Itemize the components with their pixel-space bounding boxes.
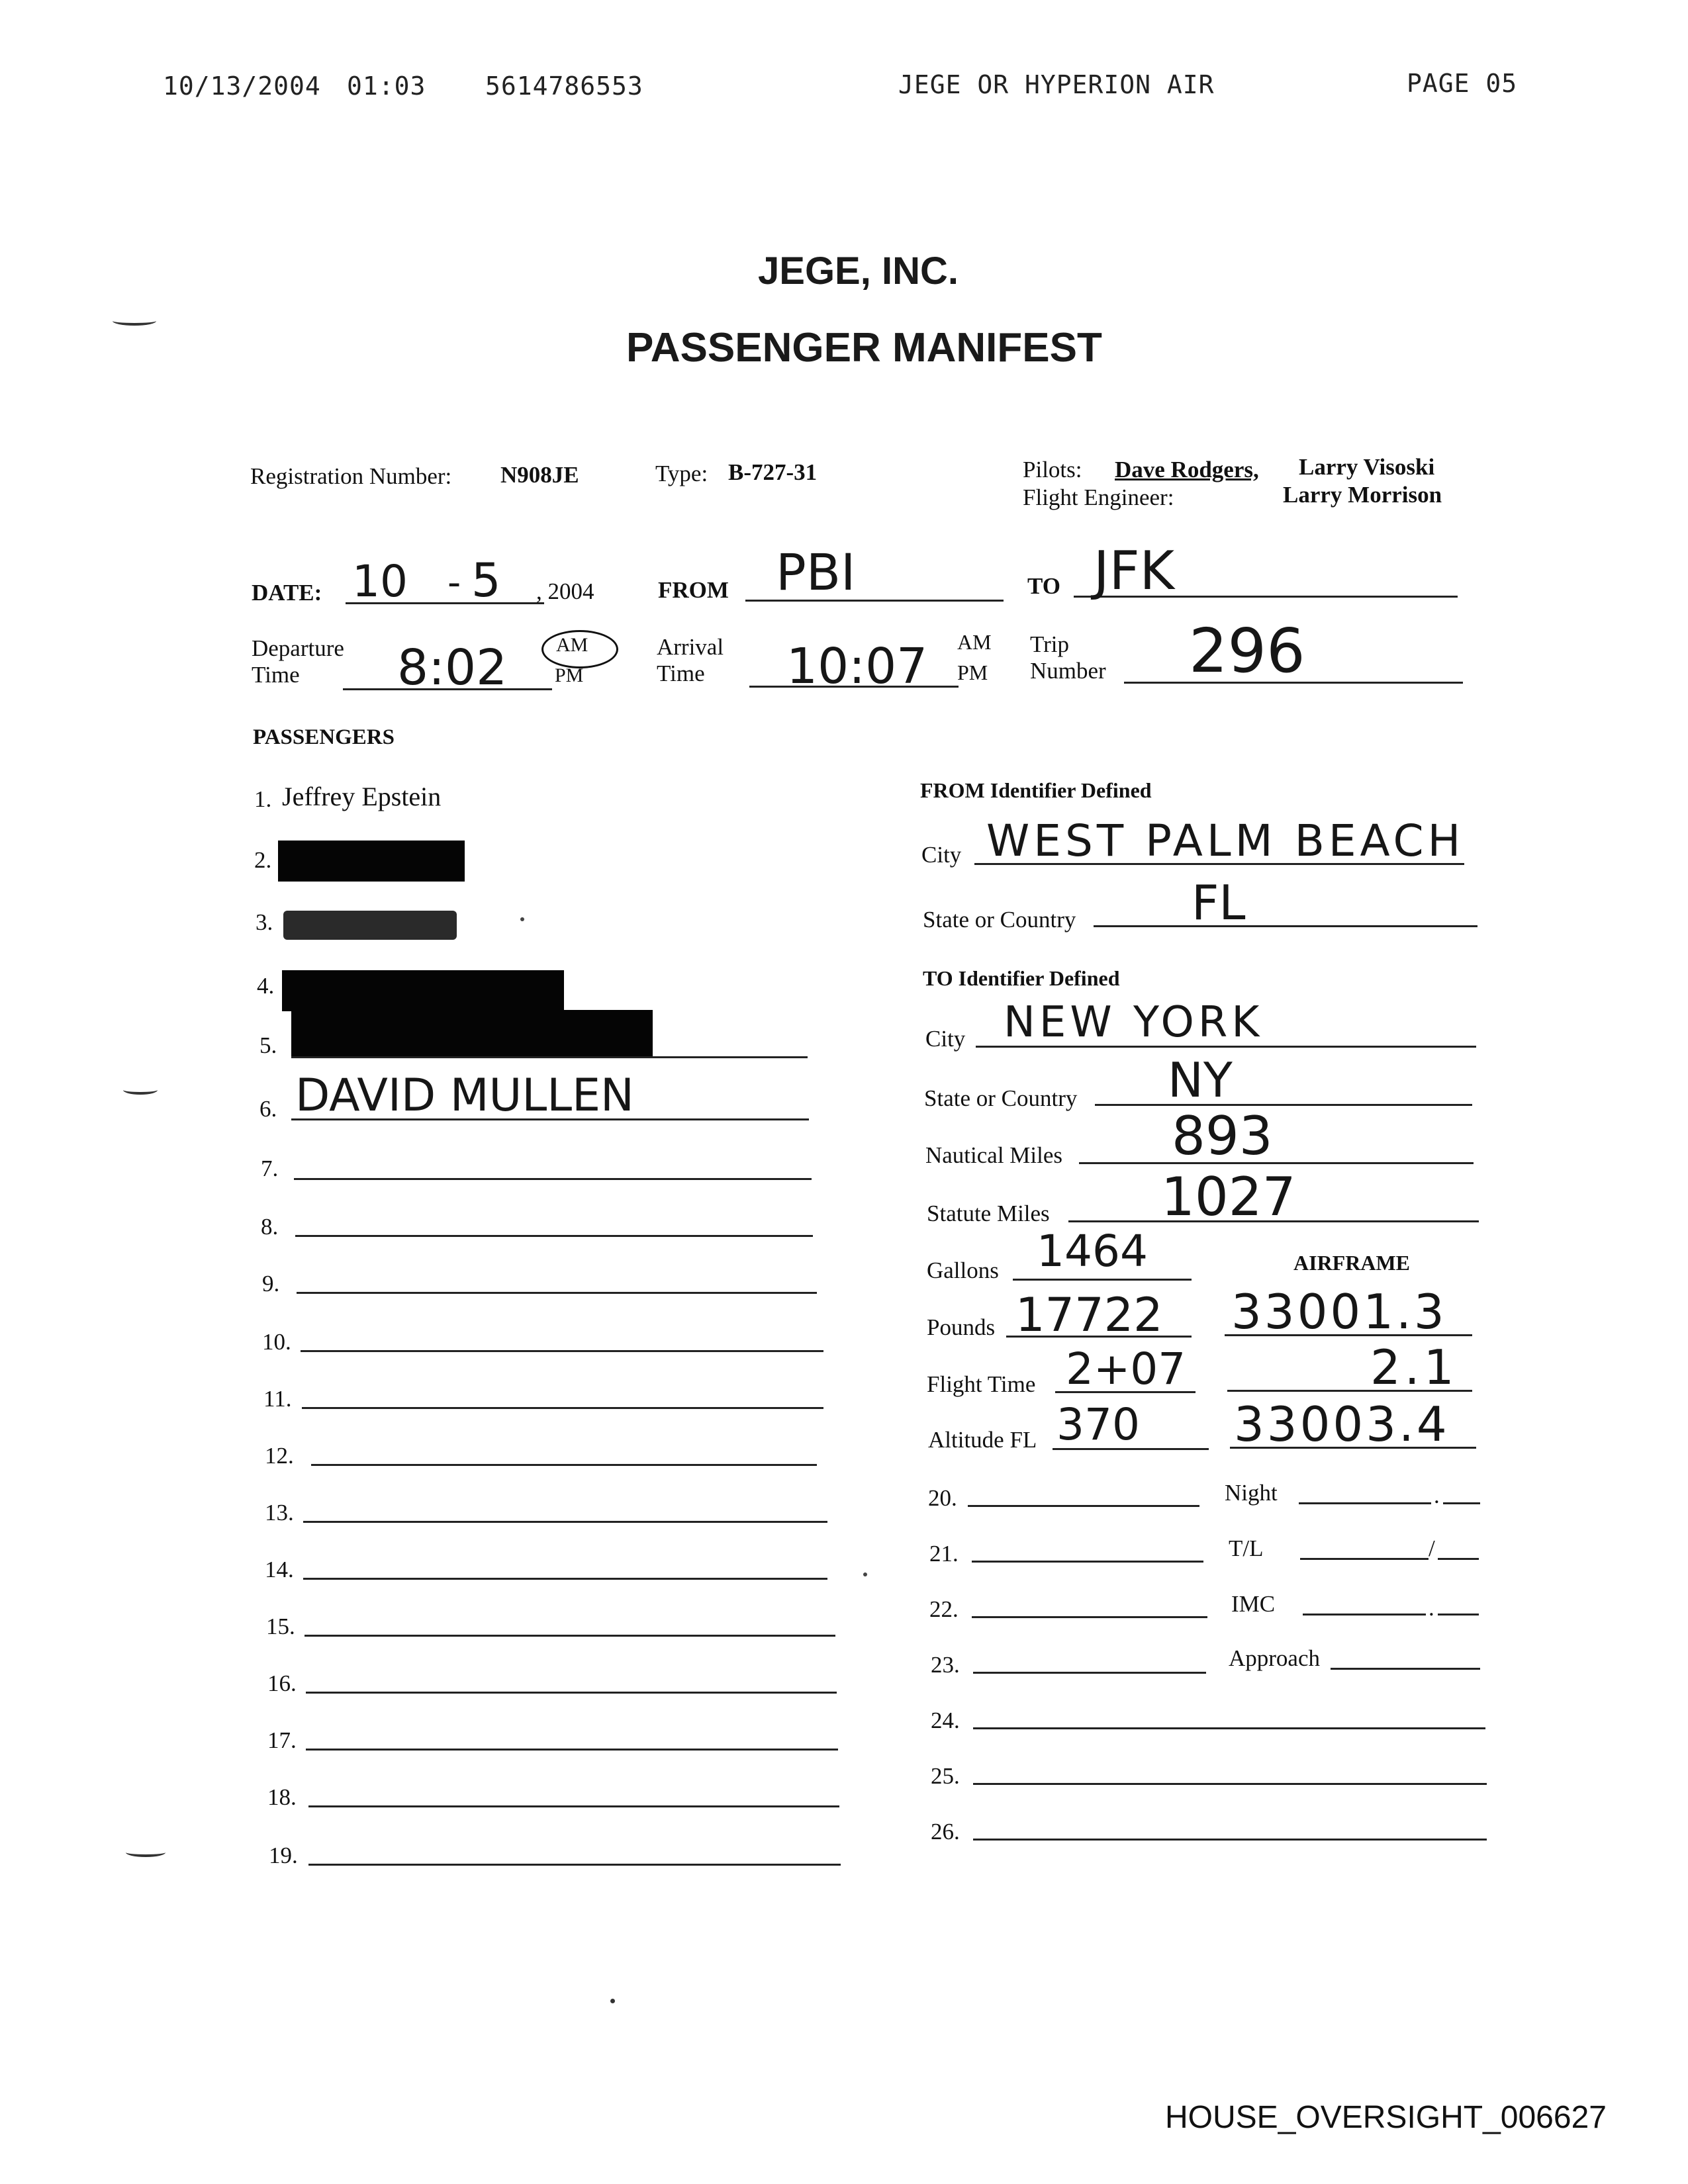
nautical-miles-line: [1079, 1162, 1474, 1164]
from-city-label: City: [921, 842, 962, 868]
pilot-2: Larry Visoski: [1299, 454, 1435, 480]
arrival-label-2: Time: [657, 660, 705, 686]
extra-row-num: 21.: [929, 1541, 959, 1567]
margin-mark: [126, 1848, 165, 1857]
passenger-num: 17.: [267, 1727, 297, 1753]
passenger-line: [303, 1521, 827, 1523]
passenger-line: [302, 1407, 823, 1409]
redaction-bar: [282, 970, 564, 1011]
airframe-3-value: 33003.4: [1234, 1396, 1450, 1452]
extra-row-line: [1438, 1614, 1479, 1615]
extra-row-label: T/L: [1229, 1535, 1264, 1561]
passenger-num: 10.: [262, 1329, 291, 1355]
passenger-line: [311, 1464, 817, 1466]
type-label: Type:: [655, 461, 708, 486]
passenger-num: 19.: [269, 1843, 298, 1868]
type-value: B-727-31: [728, 459, 818, 485]
extra-row-line: [1443, 1502, 1480, 1504]
nautical-miles-value: 893: [1172, 1105, 1273, 1167]
fax-page: PAGE 05: [1407, 69, 1518, 98]
passenger-num: 16.: [267, 1670, 297, 1696]
extra-row-line: [972, 1561, 1203, 1563]
registration-value: N908JE: [500, 462, 579, 488]
extra-row-num: 22.: [929, 1596, 959, 1622]
passenger-line: [291, 1056, 808, 1058]
extra-row-line: [968, 1505, 1199, 1507]
from-value: PBI: [776, 543, 856, 602]
extra-row-num: 25.: [931, 1763, 960, 1789]
extra-row-num: 24.: [931, 1707, 960, 1733]
passenger-num: 6.: [259, 1096, 277, 1122]
from-state-value: FL: [1192, 875, 1246, 931]
passenger-num: 4.: [257, 973, 275, 999]
extra-row-sep: /: [1429, 1535, 1435, 1561]
passenger-num: 1.: [254, 786, 272, 812]
scan-speck: [610, 1999, 615, 2003]
passenger-line: [294, 1178, 812, 1180]
departure-pm: PM: [555, 664, 584, 686]
scan-speck: [863, 1572, 867, 1576]
passenger-num: 13.: [265, 1500, 294, 1525]
document-title: PASSENGER MANIFEST: [626, 325, 1102, 371]
scan-speck: [520, 917, 524, 921]
trip-value: 296: [1189, 615, 1305, 686]
extra-row-line: [973, 1672, 1206, 1674]
statute-miles-label: Statute Miles: [927, 1201, 1050, 1226]
to-value: JFK: [1094, 540, 1175, 602]
altitude-label: Altitude FL: [928, 1427, 1037, 1453]
to-identifier-heading: TO Identifier Defined: [923, 966, 1120, 990]
to-city-label: City: [925, 1026, 966, 1052]
departure-label-2: Time: [252, 662, 300, 688]
passenger-line: [303, 1578, 827, 1580]
redaction-bar: [283, 911, 457, 940]
redaction-bar: [278, 841, 465, 882]
to-state-label: State or Country: [924, 1085, 1078, 1111]
gallons-line: [1013, 1279, 1192, 1281]
trip-label-2: Number: [1030, 658, 1106, 684]
airframe-label: AIRFRAME: [1293, 1251, 1410, 1275]
arrival-pm: PM: [957, 660, 988, 684]
registration-label: Registration Number:: [250, 463, 452, 489]
airframe-2-value: 2.1: [1370, 1340, 1458, 1395]
extra-row-num: 20.: [928, 1485, 957, 1511]
pounds-label: Pounds: [927, 1314, 996, 1340]
engineer-value: Larry Morrison: [1283, 482, 1442, 508]
extra-row-line: [973, 1839, 1487, 1841]
passenger-num: 8.: [261, 1214, 279, 1240]
passenger-line: [305, 1635, 835, 1637]
passenger-num: 11.: [263, 1386, 292, 1412]
passenger-line: [308, 1805, 839, 1807]
arrival-label-1: Arrival: [657, 634, 724, 660]
extra-row-line: [973, 1727, 1485, 1729]
passenger-num: 5.: [259, 1032, 277, 1058]
redaction-bar: [291, 1010, 653, 1058]
passenger-name: DAVID MULLEN: [295, 1069, 634, 1122]
date-label: DATE:: [252, 580, 322, 606]
passengers-heading: PASSENGERS: [253, 725, 395, 749]
date-year: , 2004: [536, 578, 594, 604]
passenger-line: [291, 1118, 809, 1120]
fax-phone: 5614786553: [485, 71, 643, 101]
margin-mark: [113, 316, 156, 326]
arrival-value: 10:07: [786, 638, 928, 695]
passenger-line: [297, 1292, 817, 1294]
gallons-label: Gallons: [927, 1257, 999, 1283]
from-state-line: [1094, 925, 1477, 927]
fax-sender: JEGE OR HYPERION AIR: [898, 70, 1215, 99]
to-label: TO: [1027, 573, 1060, 599]
flight-time-label: Flight Time: [927, 1371, 1036, 1397]
altitude-value: 370: [1056, 1399, 1140, 1450]
extra-row-line: [1303, 1614, 1426, 1615]
extra-row-line: [972, 1616, 1207, 1618]
to-state-line: [1095, 1104, 1472, 1106]
passenger-num: 18.: [267, 1784, 297, 1810]
from-identifier-heading: FROM Identifier Defined: [920, 778, 1152, 802]
passenger-name: Jeffrey Epstein: [282, 782, 442, 811]
from-label: FROM: [658, 577, 729, 603]
extra-row-line: [973, 1783, 1487, 1785]
extra-row-label: Night: [1225, 1480, 1278, 1506]
to-city-value: NEW YORK: [1004, 998, 1264, 1047]
date-separator: -: [447, 561, 461, 604]
passenger-num: 15.: [266, 1614, 295, 1639]
nautical-miles-label: Nautical Miles: [925, 1142, 1063, 1168]
departure-am: AM: [556, 634, 588, 656]
passenger-num: 12.: [265, 1443, 294, 1469]
pilot-1: Dave Rodgers,: [1115, 457, 1259, 482]
extra-row-label: IMC: [1231, 1591, 1276, 1617]
passenger-line: [295, 1235, 813, 1237]
to-state-value: NY: [1168, 1052, 1233, 1108]
extra-row-sep: .: [1429, 1595, 1434, 1621]
engineer-label: Flight Engineer:: [1023, 484, 1174, 510]
extra-row-num: 26.: [931, 1819, 960, 1844]
extra-row-line: [1299, 1502, 1431, 1504]
extra-row-line: [1331, 1668, 1480, 1670]
gallons-value: 1464: [1037, 1226, 1148, 1277]
extra-row-num: 23.: [931, 1652, 960, 1678]
pilots-label: Pilots:: [1023, 457, 1082, 482]
passenger-line: [308, 1864, 841, 1866]
passenger-num: 9.: [262, 1271, 280, 1297]
departure-value: 8:02: [397, 639, 508, 696]
departure-label-1: Departure: [252, 635, 344, 661]
airframe-1-value: 33001.3: [1231, 1284, 1447, 1340]
company-title: JEGE, INC.: [758, 250, 959, 293]
passenger-num: 7.: [261, 1156, 279, 1181]
from-state-label: State or Country: [923, 907, 1076, 933]
fax-date: 10/13/2004: [163, 71, 321, 101]
trip-label-1: Trip: [1030, 631, 1070, 657]
extra-row-line: [1300, 1558, 1429, 1560]
fax-time: 01:03: [347, 71, 426, 101]
margin-mark: [123, 1085, 158, 1095]
passenger-line: [306, 1749, 838, 1751]
pounds-value: 17722: [1015, 1288, 1163, 1342]
extra-row-label: Approach: [1229, 1645, 1321, 1671]
extra-row-line: [1438, 1558, 1479, 1560]
from-city-value: WEST PALM BEACH: [986, 815, 1465, 866]
flight-time-value: 2+07: [1066, 1343, 1186, 1394]
arrival-am: AM: [957, 630, 992, 654]
passenger-line: [306, 1692, 837, 1694]
passenger-num: 3.: [256, 909, 273, 935]
date-month: 10: [352, 556, 408, 607]
extra-row-sep: .: [1434, 1482, 1440, 1508]
passenger-line: [301, 1350, 823, 1352]
statute-miles-value: 1027: [1161, 1166, 1296, 1228]
document-id: HOUSE_OVERSIGHT_006627: [1165, 2100, 1607, 2135]
passenger-num: 14.: [265, 1557, 294, 1582]
passenger-num: 2.: [254, 847, 272, 873]
date-day: 5: [471, 553, 501, 608]
